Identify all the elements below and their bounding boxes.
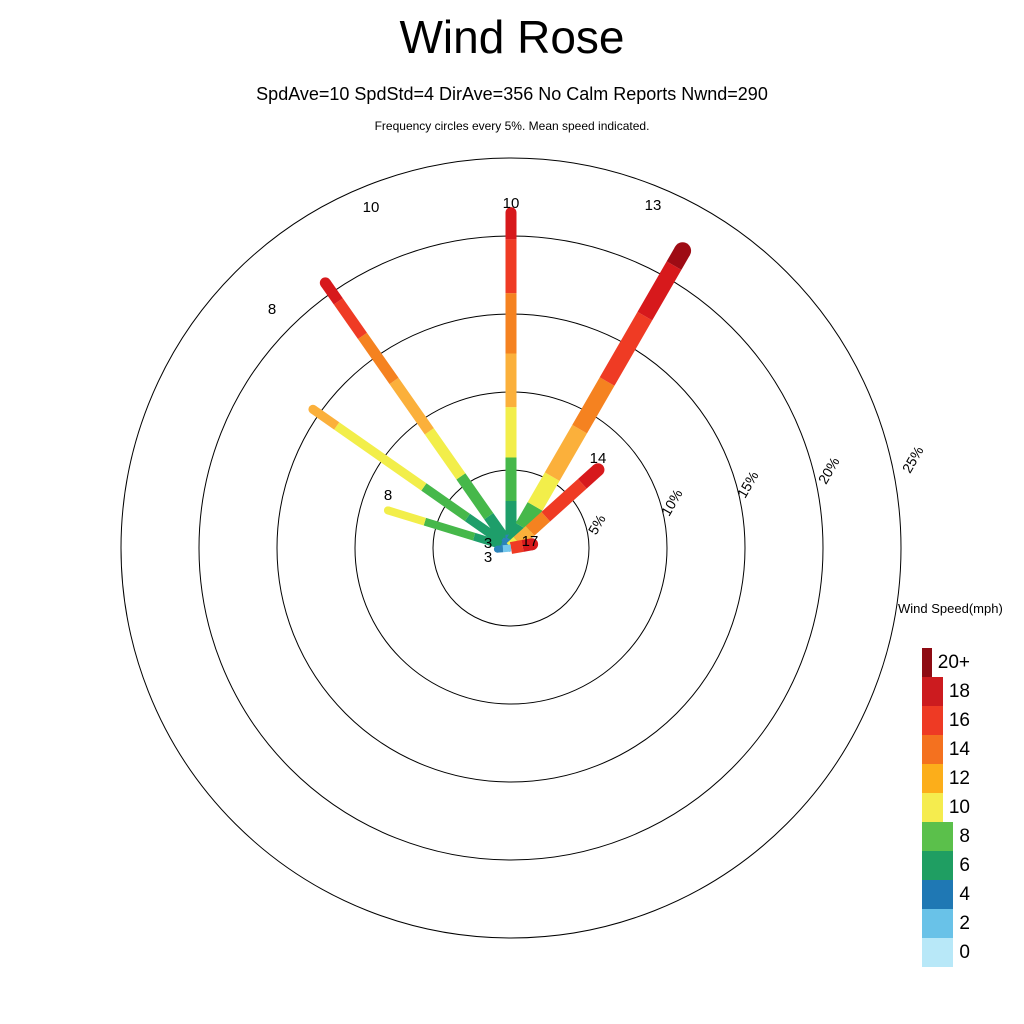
petal-mean-speed-label: 10 [502,195,520,212]
petal-tip-NW [308,405,317,414]
petal-mean-speed-label: 3 [483,535,493,552]
legend-label-18: 18 [948,681,970,702]
petal-mean-speed-label: 13 [644,197,662,214]
legend-item-6[interactable] [922,851,970,880]
legend-swatch-8 [922,822,953,851]
petal-segment-NNE-10 [535,477,552,507]
petal-segment-NNE-12 [552,429,579,477]
legend-item-8[interactable] [922,822,970,851]
petal-mean-speed-label: 10 [362,199,380,216]
ring-label-10: 10% [657,486,686,519]
petal-segment-NNW-a-16 [338,301,362,335]
legend-swatch-16 [922,706,943,735]
petal-tip-NNW-a [320,277,331,288]
ring-label-15: 15% [733,468,762,501]
legend-swatch-10 [922,793,943,822]
legend-item-0[interactable] [922,938,970,967]
legend-label-6: 6 [959,855,970,876]
petal-mean-speed-label: 8 [267,301,277,318]
legend-swatch-20plus [922,648,932,677]
petal-W [494,546,511,553]
legend-item-20plus[interactable] [922,648,970,677]
petal-segment-NNW-a-8 [461,476,489,516]
legend-swatch-14 [922,735,943,764]
page-title: Wind Rose [399,11,625,63]
ring-label-20: 20% [814,454,843,487]
legend-title: Wind Speed(mph) [898,601,1003,616]
legend-item-12[interactable] [922,764,970,793]
petal-segment-NW-8 [424,487,468,518]
legend-label-8: 8 [959,826,970,847]
legend-label-16: 16 [948,710,970,731]
legend-swatch-12 [922,764,943,793]
petal-segment-NNW-a-14 [362,336,394,381]
legend-item-4[interactable] [922,880,970,909]
legend [922,648,970,967]
legend-swatch-6 [922,851,953,880]
ring-label-25: 25% [898,443,927,476]
petal-segment-WNW-8 [425,522,474,537]
petal-segment-W-2 [503,548,511,549]
legend-label-14: 14 [948,739,970,760]
petal-mean-speed-label: 3 [483,549,493,566]
petal-tip-NNE [674,242,691,259]
legend-item-14[interactable] [922,735,970,764]
petal-segment-NW-10 [337,426,424,487]
petal-segment-NNW-a-10 [429,431,461,476]
legend-swatch-18 [922,677,943,706]
petal-tip-WNW [384,506,392,514]
legend-swatch-2 [922,909,953,938]
legend-swatch-0 [922,938,953,967]
petal-segment-NNW-a-12 [394,381,429,431]
chart-note: Frequency circles every 5%. Mean speed indicated. [374,119,650,133]
legend-label-4: 4 [959,884,970,905]
petal-mean-speed-label: 14 [589,450,607,467]
petal-mean-speed-label: 17 [521,533,539,550]
petal-tip-W [494,546,501,553]
legend-label-12: 12 [948,768,970,789]
ring-label-5: 5% [584,511,609,538]
legend-label-2: 2 [959,913,970,934]
legend-label-20plus: 20+ [937,652,970,673]
petal-segment-NNE-16 [607,316,645,381]
legend-item-16[interactable] [922,706,970,735]
petal-mean-speed-label: 8 [383,487,393,504]
petal-NNW-a [320,277,511,548]
chart-subtitle: SpdAve=10 SpdStd=4 DirAve=356 No Calm Reports Nwnd=290 [256,84,768,104]
legend-label-10: 10 [948,797,970,818]
petal-N [506,207,517,548]
legend-label-0: 0 [959,942,970,963]
petal-segment-WNW-10 [388,510,425,521]
legend-item-10[interactable] [922,793,970,822]
legend-item-2[interactable] [922,909,970,938]
legend-swatch-4 [922,880,953,909]
legend-item-18[interactable] [922,677,970,706]
